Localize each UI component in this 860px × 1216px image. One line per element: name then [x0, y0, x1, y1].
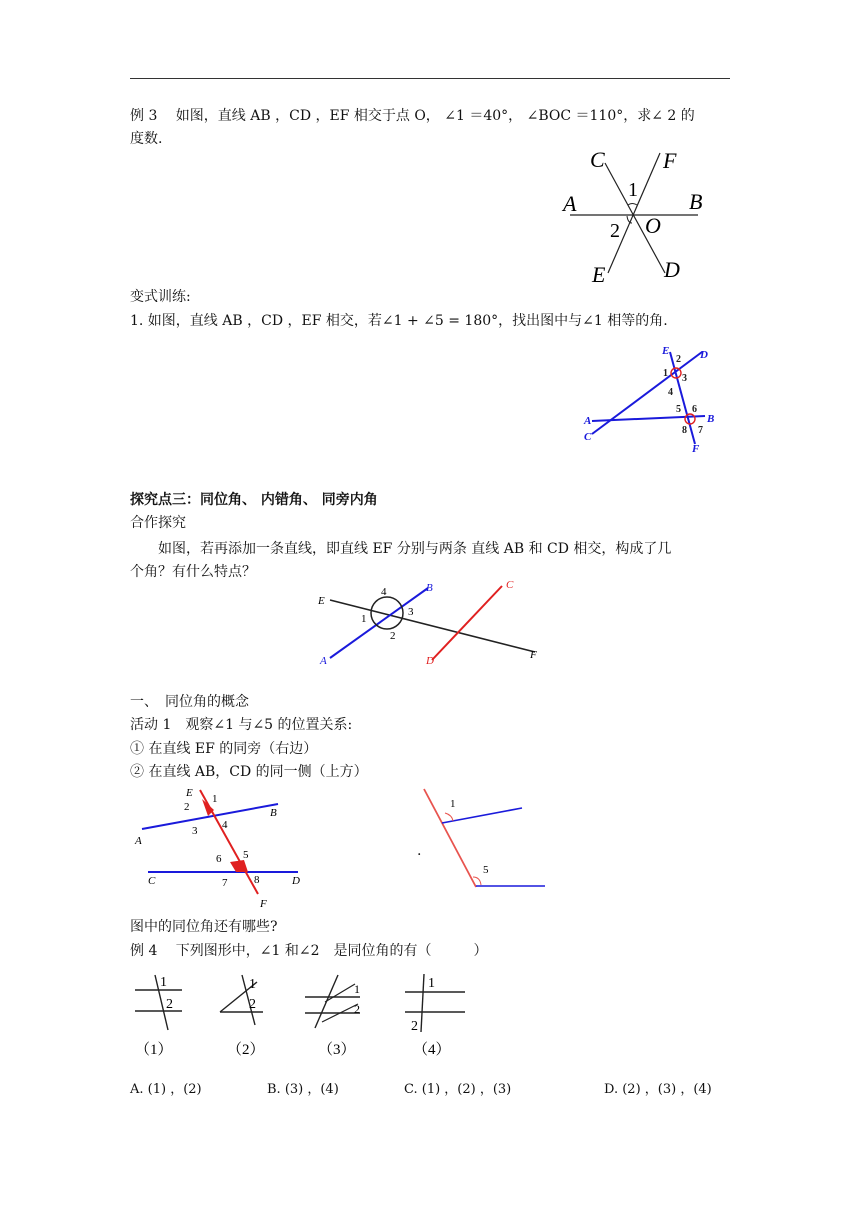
svg-text:8: 8 — [682, 425, 687, 436]
ex3-label-d: D — [664, 257, 680, 282]
svg-text:F: F — [530, 649, 537, 661]
svg-text:3: 3 — [408, 606, 414, 618]
ex3-label-a: A — [563, 191, 577, 216]
svg-text:2: 2 — [390, 630, 396, 642]
svg-text:A: A — [135, 835, 142, 847]
svg-text:F: F — [260, 898, 267, 910]
section3-p1: 如图，若再添加一条直线，即直线 EF 分别与两条 直线 AB 和 CD 相交，构成了几 — [158, 541, 672, 557]
svg-text:3: 3 — [192, 825, 198, 837]
svg-text:4: 4 — [381, 586, 387, 598]
svg-text:D: D — [292, 875, 300, 887]
section3-title: 探究点三：同位角、 内错角、 同旁内角 — [130, 492, 378, 508]
section3-figure — [310, 578, 550, 668]
svg-text:2: 2 — [676, 354, 681, 365]
svg-text:E: E — [318, 595, 325, 607]
ex4-figure-4 — [395, 970, 470, 1060]
concept-condition-1: ① 在直线 EF 的同旁（右边） — [130, 741, 318, 757]
ex4-figure-3 — [300, 970, 375, 1060]
svg-text:5: 5 — [676, 404, 681, 415]
concept-heading: 一、 同位角的概念 — [130, 694, 249, 710]
svg-text:1: 1 — [354, 982, 360, 996]
svg-text:1: 1 — [450, 798, 456, 810]
svg-text:4: 4 — [222, 819, 228, 831]
concept-condition-2: ② 在直线 AB，CD 的同一侧（上方） — [130, 764, 368, 780]
concept-activity: 活动 1 观察∠1 与∠5 的位置关系: — [130, 717, 353, 733]
svg-text:1: 1 — [212, 793, 218, 805]
variant-figure — [580, 340, 730, 460]
svg-text:2: 2 — [411, 1019, 418, 1034]
ex3-line1: 例 3 如图，直线 AB ，CD ，EF 相交于点 O， ∠1 ＝40°， ∠BOC ＝110°，求∠ 2 的 — [130, 108, 695, 124]
svg-text:E: E — [186, 787, 193, 799]
svg-text:（1）: （1） — [135, 1042, 173, 1058]
svg-text:1: 1 — [160, 975, 167, 990]
svg-text:2: 2 — [184, 801, 190, 813]
svg-text:2: 2 — [249, 997, 256, 1012]
svg-text:（4）: （4） — [413, 1042, 451, 1058]
svg-text:7: 7 — [698, 425, 703, 436]
svg-text:8: 8 — [254, 874, 260, 886]
variant-label-d: D — [700, 349, 708, 361]
variant-label-b: B — [707, 413, 715, 425]
option-b[interactable]: B. (3) ，(4) — [267, 1082, 339, 1097]
ex3-label-e: E — [592, 262, 606, 287]
variant-q1: 1. 如图，直线 AB ，CD ，EF 相交，若∠1 + ∠5 = 180°，找出图中与∠1 相等的角. — [130, 313, 668, 329]
svg-text:6: 6 — [692, 404, 697, 415]
ex4-stem: 例 4 下列图形中，∠1 和∠2 是同位角的有（ ） — [130, 943, 488, 959]
variant-label-e: E — [662, 345, 670, 357]
ex3-line2: 度数. — [130, 131, 163, 147]
svg-text:2: 2 — [354, 1002, 360, 1016]
section3-coop: 合作探究 — [130, 515, 186, 531]
svg-text:（2）: （2） — [227, 1042, 265, 1058]
stray-dot: . — [417, 843, 422, 859]
ex3-angle-2: 2 — [610, 220, 620, 242]
svg-text:C: C — [148, 875, 156, 887]
variant-title: 变式训练: — [130, 289, 191, 305]
ex3-label-f: F — [663, 148, 677, 173]
variant-label-c: C — [584, 431, 592, 443]
svg-text:1: 1 — [249, 977, 256, 992]
option-d[interactable]: D. (2) ，(3) ，(4) — [604, 1082, 712, 1097]
concept-figure-right — [420, 785, 550, 890]
svg-text:5: 5 — [243, 849, 249, 861]
svg-text:（3）: （3） — [318, 1042, 356, 1058]
svg-text:1: 1 — [361, 613, 367, 625]
svg-text:B: B — [270, 807, 277, 819]
svg-text:D: D — [426, 655, 434, 667]
svg-text:7: 7 — [222, 877, 228, 889]
svg-text:1: 1 — [663, 368, 668, 379]
svg-text:2: 2 — [166, 997, 173, 1012]
svg-text:C: C — [506, 579, 514, 591]
ex3-label-c: C — [590, 147, 605, 172]
svg-text:4: 4 — [668, 387, 673, 398]
ex4-figure-2 — [215, 970, 275, 1060]
svg-text:5: 5 — [483, 864, 489, 876]
ex3-angle-1: 1 — [628, 179, 638, 201]
variant-label-f: F — [692, 443, 700, 455]
ex3-label-o: O — [645, 213, 661, 238]
svg-text:1: 1 — [428, 976, 435, 991]
option-a[interactable]: A. (1) ，(2) — [130, 1082, 202, 1097]
option-c[interactable]: C. (1) ，(2) ，(3) — [404, 1082, 512, 1097]
ex3-label-b: B — [689, 189, 703, 214]
svg-text:B: B — [426, 582, 433, 594]
question-more: 图中的同位角还有哪些? — [130, 919, 278, 935]
concept-figure-left — [130, 782, 320, 910]
section3-p2: 个角？有什么特点？ — [130, 564, 256, 580]
svg-text:3: 3 — [682, 373, 687, 384]
ex3-figure — [560, 145, 720, 285]
svg-text:A: A — [320, 655, 327, 667]
ex4-figure-1 — [130, 970, 190, 1060]
variant-label-a: A — [584, 415, 592, 427]
header-rule — [130, 78, 730, 79]
svg-text:6: 6 — [216, 853, 222, 865]
